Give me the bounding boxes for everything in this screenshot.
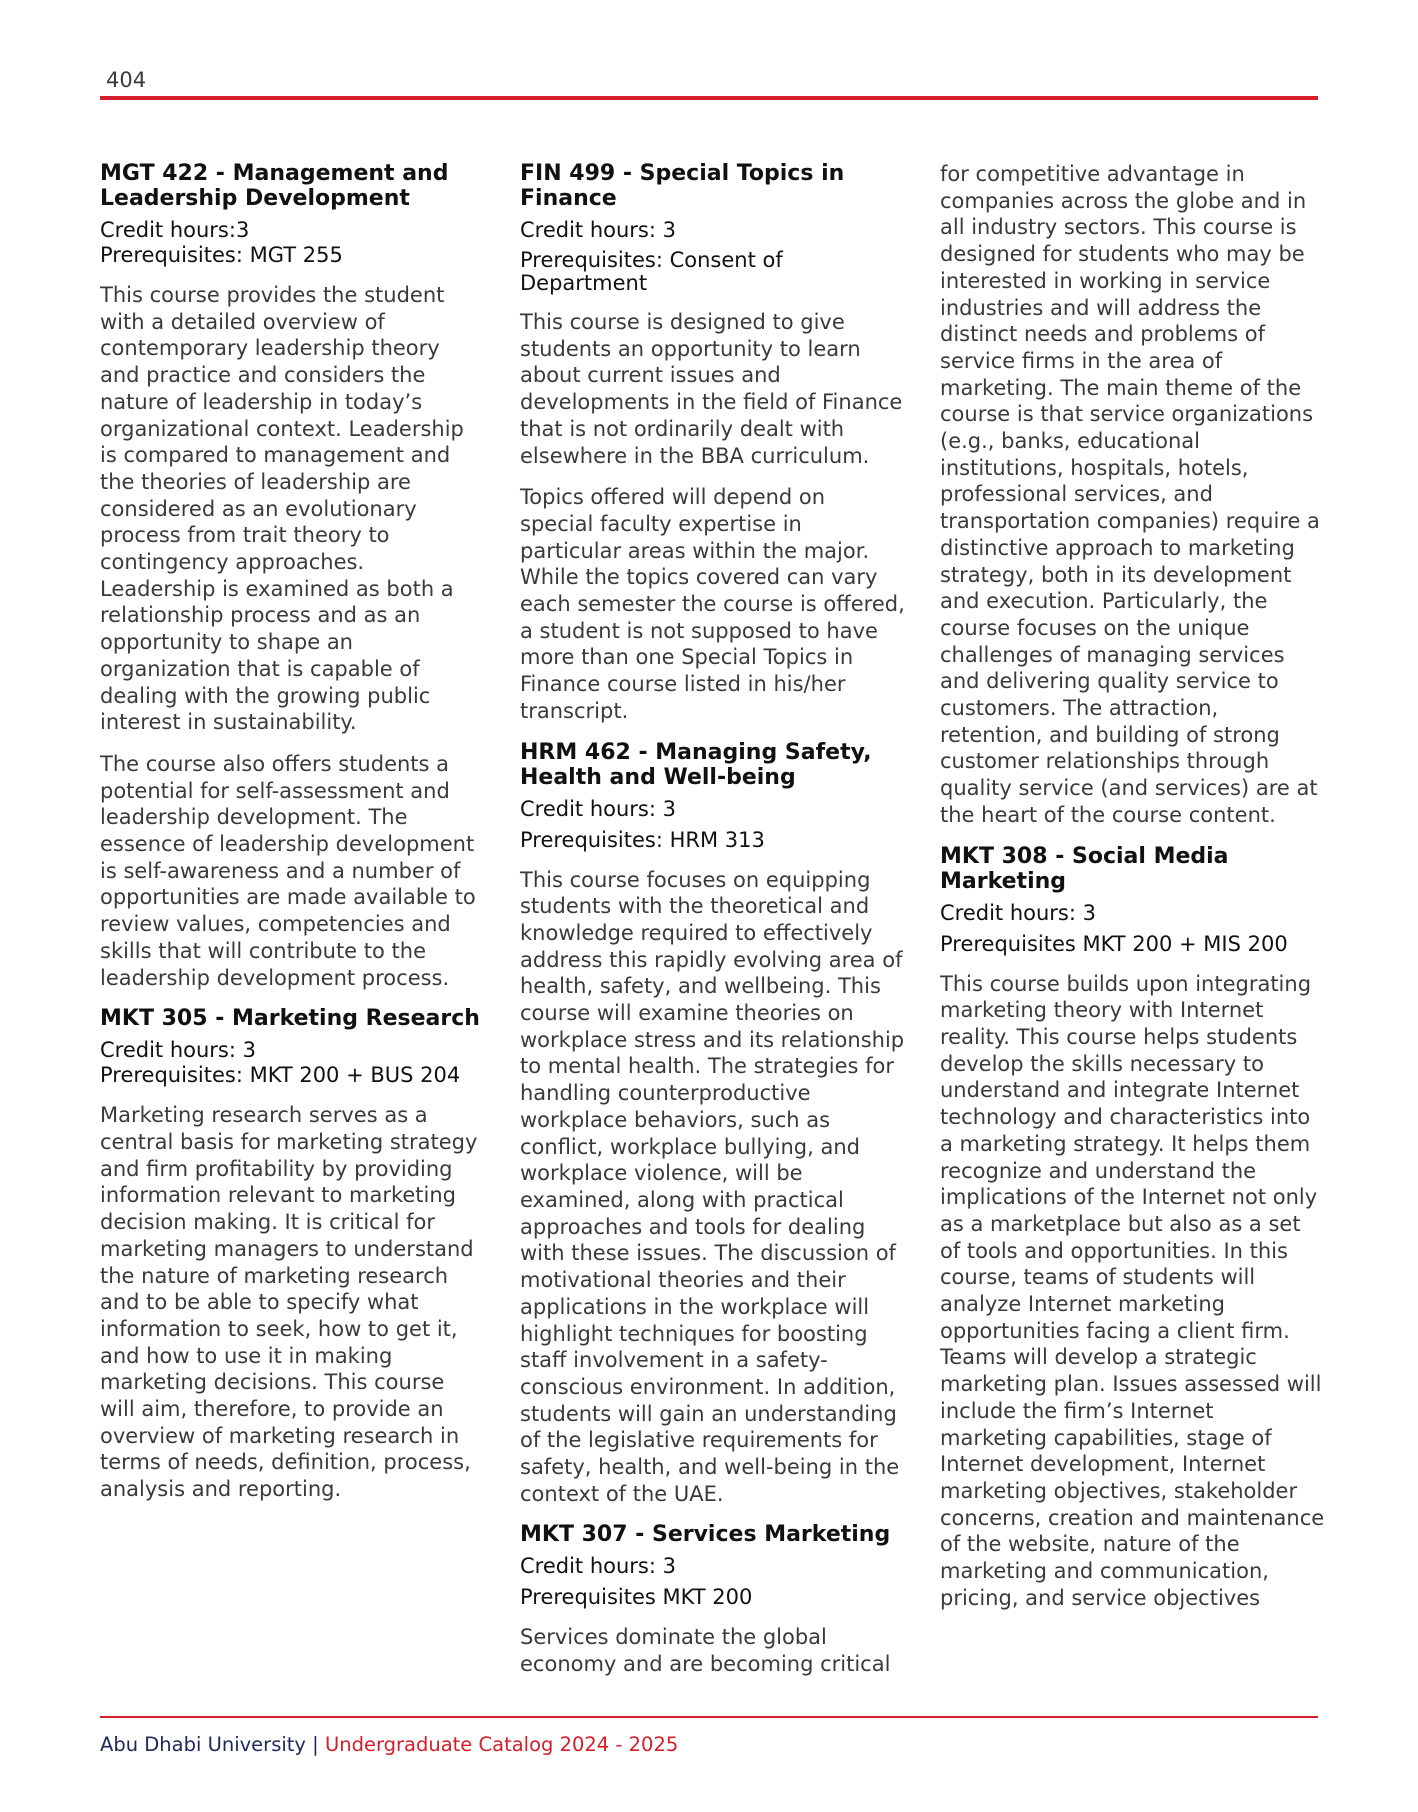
footer-rule <box>100 1716 1318 1718</box>
prerequisites: Prerequisites: Consent of Department <box>520 248 783 295</box>
course-description: This course builds upon integrating marketing theory with Internet reality. This course helps students develop the skills necessary to understand and integrate Internet technology and characteristics into a marketing strategy. It helps them recognize and understand the implications of the Internet not only as a marketplace but also as a set of tools and opportunities. In this course, teams of students will analyze Internet marketing opportunities facing a client firm. Teams will develop a strategic marketing plan. Issues assessed will include the firm’s Internet marketing capabilities, stage of Internet development, Internet marketing objectives, stakeholder concerns, creation and maintenance of the website, nature of the marketing and communication, pricing, and service objectives <box>940 971 1325 1610</box>
course-mkt-308 <box>940 844 1325 1612</box>
course-description: Marketing research serves as a central basis for marketing strategy and firm profitability by providing information relevant to marketing decision making. It is critical for marketing managers to understand the nature of marketing research and to be able to specify what information to seek, how to get it, and how to use it in making marketing decisions. This course will aim, therefore, to provide an overview of marketing research in terms of needs, definition, process, analysis and reporting. <box>100 1103 478 1502</box>
footer-catalog: Undergraduate Catalog 2024 - 2025 <box>324 1733 679 1756</box>
page-number: 404 <box>106 68 147 92</box>
column-1 <box>100 161 485 1518</box>
course-description: Topics offered will depend on special faculty expertise in particular areas within the major. While the topics covered can vary each semester the course is offered, a student is not supposed to have more than one Special Topics in Finance course listed in his/her transcript. <box>520 485 905 723</box>
course-title: HRM 462 - Managing Safety, Health and Well-being <box>520 739 872 790</box>
course-description: This course focuses on equipping students with the theoretical and knowledge required to effectively address this rapidly evolving area of health, safety, and wellbeing. This course will examine theories on workplace stress and its relationship to mental health. The strategies for handling counterproductive workplace behaviors, such as conflict, workplace bullying, and workplace violence, will be examined, along with practical approaches and tools for dealing with these issues. The discussion of motivational theories and their applications in the workplace will highlight techniques for boosting staff involvement in a safety-conscious environment. In addition, students will gain an understanding of the legislative requirements for safety, health, and well-being in the context of the UAE. <box>520 867 905 1506</box>
prerequisites: Prerequisites: MGT 255 <box>100 243 343 267</box>
prerequisites: Prerequisites: MKT 200 + BUS 204 <box>100 1063 461 1088</box>
course-title: MGT 422 - Management and Leadership Development <box>100 161 449 211</box>
footer <box>100 1733 678 1756</box>
course-hrm-462 <box>520 740 905 1508</box>
credit-hours: Credit hours: 3 <box>100 1038 256 1063</box>
credit-hours: Credit hours: 3 <box>520 1554 676 1579</box>
course-description: The course also offers students a potential for self-assessment and leadership development. The essence of leadership development is self-awareness and a number of opportunities are made available to review values, competencies and skills that will contribute to the leadership development process. <box>100 751 476 990</box>
footer-separator: | <box>312 1733 319 1756</box>
course-title: MKT 305 - Marketing Research <box>100 1006 480 1032</box>
credit-hours: Credit hours: 3 <box>520 796 676 821</box>
prerequisites: Prerequisites: HRM 313 <box>520 827 765 852</box>
credit-hours: Credit hours: 3 <box>520 218 676 242</box>
credit-hours: Credit hours: 3 <box>940 900 1096 925</box>
course-title: FIN 499 - Special Topics in Finance <box>520 161 845 211</box>
column-3 <box>940 161 1325 1626</box>
course-fin-499 <box>520 161 905 725</box>
prerequisites: Prerequisites MKT 200 <box>520 1585 753 1610</box>
course-mgt-422 <box>100 161 485 991</box>
course-description: for competitive advantage in companies across the globe and in all industry sectors. This course is designed for students who may be interested in working in service industries and will address the distinct needs and problems of service firms in the area of marketing. The main theme of the course is that service organizations (e.g., banks, educational institutions, hospitals, hotels, professional services, and transportation companies) require a distinctive approach to marketing strategy, both in its development and execution. Particularly, the course focuses on the unique challenges of managing services and delivering quality service to customers. The attraction, retention, and building of strong customer relationships through quality service (and services) are at the heart of the course content. <box>940 162 1320 827</box>
course-description: This course provides the student with a detailed overview of contemporary leadership theory and practice and considers the nature of leadership in today’s organizational context. Leadership is compared to management and the theories of leadership are considered as an evolutionary process from trait theory to contingency approaches. Leadership is examined as both a relationship process and as an opportunity to shape an organization that is capable of dealing with the growing public interest in sustainability. <box>100 283 464 735</box>
course-description: This course is designed to give students an opportunity to learn about current issues and developments in the field of Finance that is not ordinarily dealt with elsewhere in the BBA curriculum. <box>520 310 903 468</box>
prerequisites: Prerequisites MKT 200 + MIS 200 <box>940 931 1288 956</box>
course-title: MKT 308 - Social Media Marketing <box>940 843 1229 894</box>
column-2 <box>520 161 905 1693</box>
course-mkt-307 <box>520 1522 905 1677</box>
course-mkt-307-continued <box>940 161 1325 829</box>
course-title: MKT 307 - Services Marketing <box>520 1522 891 1548</box>
credit-hours: Credit hours:3 <box>100 218 250 242</box>
course-mkt-305 <box>100 1006 485 1503</box>
header-rule <box>100 96 1318 100</box>
course-description: Services dominate the global economy and are becoming critical <box>520 1625 891 1677</box>
footer-university: Abu Dhabi University <box>100 1733 306 1756</box>
